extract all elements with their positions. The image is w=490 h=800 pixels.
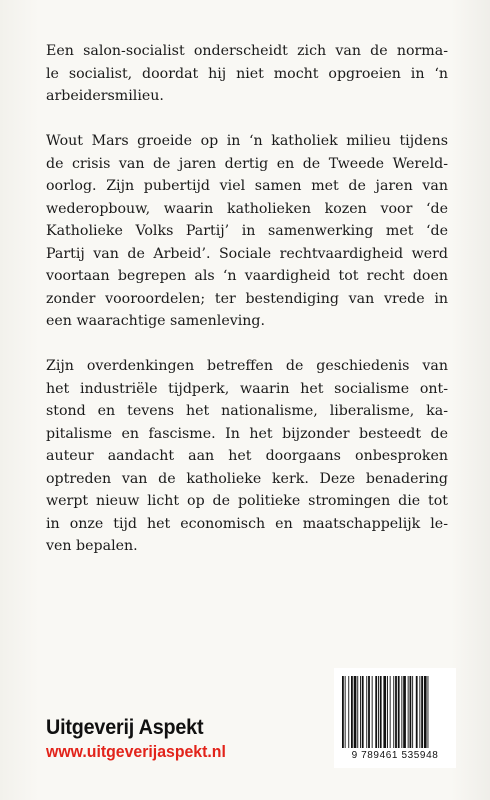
- text-line: ven bepalen.: [46, 538, 138, 554]
- blurb-text: [46, 40, 448, 580]
- text-line: arbeidersmilieu.: [46, 88, 164, 104]
- text-line: optreden van de katholieke kerk. Deze benadering: [46, 470, 448, 487]
- text-line: le socialist, doordat hij niet mocht opgroeien in ‘n: [46, 65, 448, 82]
- text-line: de crisis van de jaren dertig en de Tweede Wereld-: [46, 155, 448, 172]
- barcode-icon: [340, 676, 450, 750]
- text-line: Een salon-socialist onderscheidt zich van de norma-: [46, 43, 448, 59]
- publisher-url: www.uitgeverijaspekt.nl: [46, 743, 226, 761]
- text-line: zonder vooroordelen; ter bestendiging van vrede in: [46, 290, 448, 307]
- text-line: pitalisme en fascisme. In het bijzonder besteedt de: [46, 425, 448, 442]
- paragraph-2: [46, 130, 448, 333]
- text-line: Wout Mars groeide op in ‘n katholiek milieu tijdens: [46, 133, 448, 149]
- paragraph-1: [46, 40, 448, 108]
- text-line: wederopbouw, waarin katholieken kozen voor ‘de: [46, 200, 448, 217]
- isbn-number: 9 789461 535948: [351, 750, 439, 761]
- text-line: stond en tevens het nationalisme, liberalisme, ka-: [46, 403, 448, 419]
- text-line: het industriële tijdperk, waarin het socialisme ont-: [46, 380, 448, 397]
- isbn-barcode: [334, 668, 456, 768]
- paragraph-3: [46, 355, 448, 558]
- publisher-name: Uitgeverij Aspekt: [46, 716, 204, 739]
- text-line: een waarachtige samenleving.: [46, 313, 265, 329]
- text-line: in onze tijd het economisch en maatschappelijk le-: [46, 515, 448, 532]
- text-line: Katholieke Volks Partij’ in samenwerking met ‘de: [46, 223, 448, 239]
- text-line: voortaan begrepen als ‘n vaardigheid tot recht doen: [46, 268, 448, 284]
- text-line: auteur aandacht aan het doorgaans onbesproken: [46, 448, 448, 464]
- publisher-block: [46, 716, 233, 762]
- text-line: Partij van de Arbeid’. Sociale rechtvaardigheid werd: [46, 245, 448, 262]
- text-line: oorlog. Zijn pubertijd viel samen met de jaren van: [46, 178, 448, 194]
- text-line: werpt nieuw licht op de politieke stromingen die tot: [46, 493, 448, 509]
- text-line: Zijn overdenkingen betreffen de geschiedenis van: [46, 358, 448, 374]
